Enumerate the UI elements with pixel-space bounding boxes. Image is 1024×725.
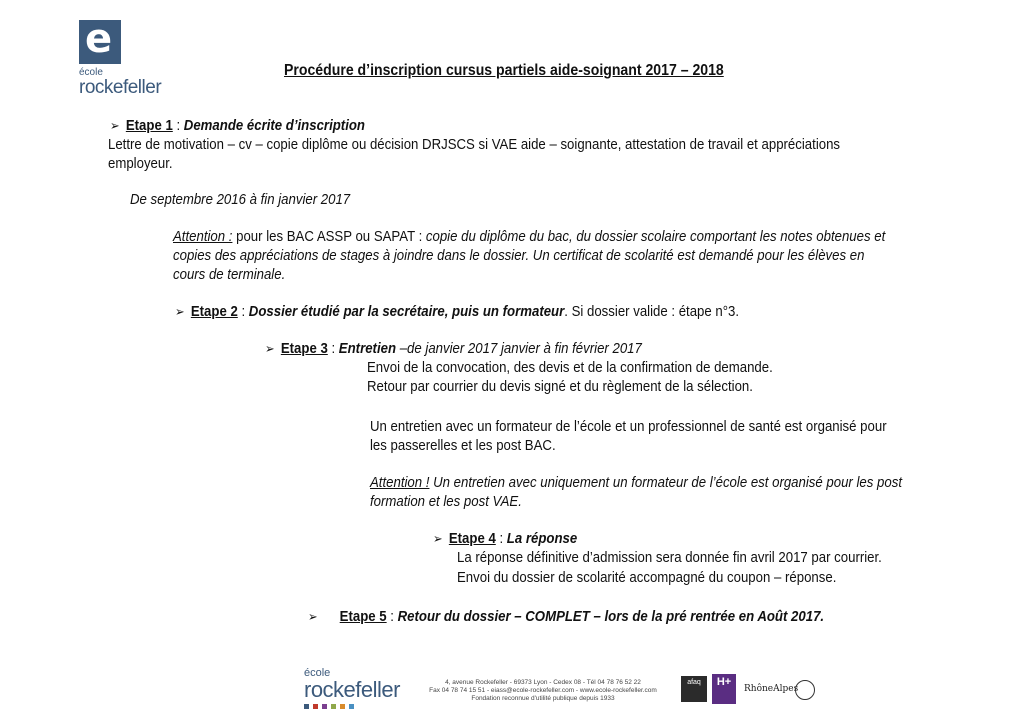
arrow-bullet-icon: ➢ <box>175 304 185 319</box>
etape4-line2: Envoi du dossier de scolarité accompagné du coupon – réponse. <box>457 569 837 586</box>
etape2-title: Dossier étudié par la secrétaire, puis un formateur <box>248 303 565 320</box>
logo-name-text: rockefeller <box>79 77 162 98</box>
arrow-bullet-icon: ➢ <box>265 341 275 356</box>
arrow-bullet-icon: ➢ <box>110 118 120 133</box>
footer-address <box>424 679 662 703</box>
attention-label: Attention : <box>173 228 233 245</box>
etape1-period: De septembre 2016 à fin janvier 2017 <box>130 191 351 208</box>
hplus-badge-text: H+ <box>716 676 732 688</box>
etape5-sep: : <box>386 608 398 625</box>
etape2-sep: : <box>237 303 249 320</box>
etape1-attention <box>173 227 885 246</box>
footer-dot <box>340 704 345 709</box>
etape1-heading <box>110 116 365 135</box>
footer-addr-line2: Fax 04 78 74 15 51 - eiass@ecole-rockefeller.com - www.ecole-rockefeller.com <box>429 687 657 694</box>
etape2-heading <box>175 302 739 321</box>
arrow-bullet-icon: ➢ <box>433 531 443 546</box>
footer-logo-name: rockefeller <box>304 677 400 702</box>
footer-dot <box>313 704 318 709</box>
logo-mark-icon: e <box>79 20 121 64</box>
attention-text: pour les BAC ASSP ou SAPAT : <box>232 228 426 245</box>
etape5-title: Retour du dossier – COMPLET – lors de la pré rentrée en Août 2017. <box>397 608 825 625</box>
etape5-label: Etape 5 <box>339 608 387 625</box>
etape1-title: Demande écrite d’inscription <box>183 117 365 134</box>
footer-logo-ecole: école <box>304 667 331 679</box>
footer-color-dots <box>304 704 400 709</box>
etape1-attention-line3: cours de terminale. <box>173 266 286 283</box>
attention-italic: copie du diplôme du bac, du dossier scolaire comportant les notes obtenues et <box>425 228 886 245</box>
etape5-heading <box>308 607 824 626</box>
etape2-rest: . Si dossier valide : étape n°3. <box>564 303 740 320</box>
etape3-heading <box>265 339 642 358</box>
etape3-title: Entretien <box>338 340 397 357</box>
etape4-label: Etape 4 <box>448 530 496 547</box>
etape4-heading <box>433 529 577 548</box>
footer-dot <box>322 704 327 709</box>
etape1-attention-line2: copies des appréciations de stages à joindre dans le dossier. Un certificat de scolarité est demandé pour les élèves en <box>173 247 865 264</box>
footer-addr-line1: 4, avenue Rockefeller - 69373 Lyon - Cedex 08 - Tél 04 78 76 52 22 <box>445 679 641 686</box>
etape3-attention <box>370 473 902 492</box>
etape4-sep: : <box>495 530 507 547</box>
logo-ecole-text: école <box>79 67 103 78</box>
etape3-line1: Envoi de la convocation, des devis et de la confirmation de demande. <box>367 359 773 376</box>
etape3-para1-line2: les passerelles et les post BAC. <box>370 437 556 454</box>
etape2-label: Etape 2 <box>190 303 238 320</box>
footer-logo <box>304 668 400 709</box>
etape3-label: Etape 3 <box>280 340 328 357</box>
etape3-line2: Retour par courrier du devis signé et du règlement de la sélection. <box>367 378 753 395</box>
etape3-attention-line2: formation et les post VAE. <box>370 493 522 510</box>
footer-dot <box>349 704 354 709</box>
afaq-badge-text: afaq <box>687 679 701 686</box>
etape3-para1-line1: Un entretien avec un formateur de l’école et un professionnel de santé est organisé pour <box>370 418 887 435</box>
page-title: Procédure d’inscription cursus partiels aide-soignant 2017 – 2018 <box>284 62 724 79</box>
etape4-title: La réponse <box>506 530 578 547</box>
etape3-attention-text: Un entretien avec uniquement un formateur de l’école est organisé pour les post <box>429 474 902 491</box>
etape3-period: –de janvier 2017 janvier à fin février 2017 <box>396 340 642 357</box>
region-logo: RhôneAlpes <box>744 684 799 694</box>
afaq-badge-icon <box>681 676 707 702</box>
footer-dot <box>331 704 336 709</box>
hplus-badge-icon <box>712 674 736 704</box>
arrow-bullet-icon: ➢ <box>308 609 318 624</box>
etape3-attention-label: Attention ! <box>370 474 430 491</box>
etape1-label: Etape 1 <box>125 117 173 134</box>
footer-addr-line3: Fondation reconnue d'utilité publique depuis 1933 <box>471 695 615 702</box>
school-logo <box>79 16 171 98</box>
footer-dot <box>304 704 309 709</box>
etape1-sep: : <box>172 117 184 134</box>
etape4-line1: La réponse définitive d’admission sera donnée fin avril 2017 par courrier. <box>457 549 882 566</box>
region-emblem-icon <box>795 680 815 700</box>
etape1-line1: Lettre de motivation – cv – copie diplôme ou décision DRJSCS si VAE aide – soignante, attestation de travail et appréciations <box>108 136 841 153</box>
etape3-sep: : <box>327 340 339 357</box>
etape1-line2: employeur. <box>108 155 173 172</box>
